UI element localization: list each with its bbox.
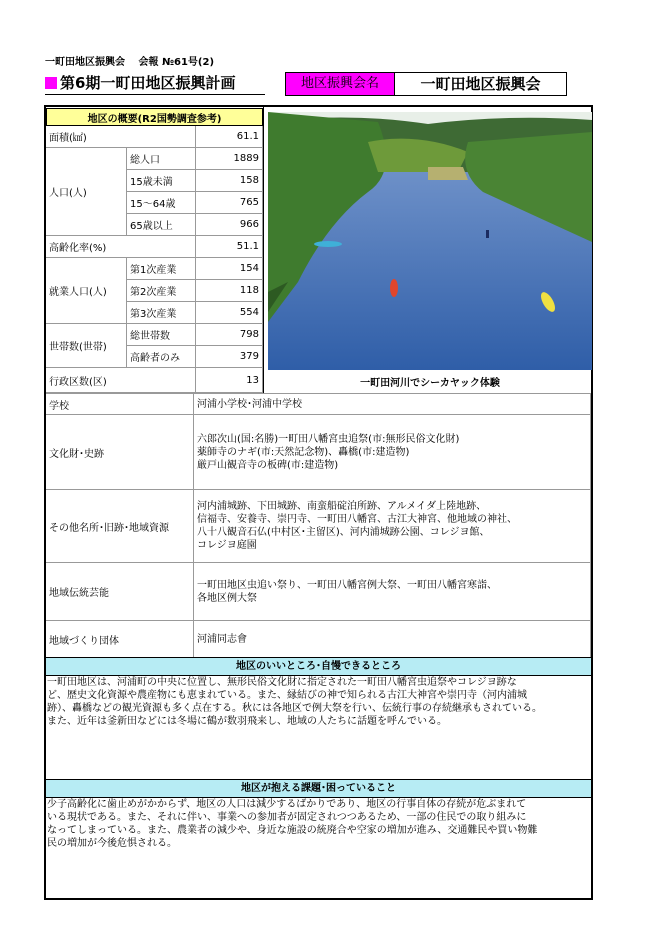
population-row-value: 765 bbox=[196, 192, 263, 214]
households-row-label: 高齢者のみ bbox=[127, 346, 196, 368]
employment-row-label: 第2次産業 bbox=[127, 280, 196, 302]
detail-line: 八十八観音石仏(中村区･主留区)、河内浦城跡公園、コレジヨ館、 bbox=[197, 527, 490, 538]
area-value: 61.1 bbox=[196, 126, 263, 148]
population-row-label: 15歳未満 bbox=[127, 170, 196, 192]
aging-value: 51.1 bbox=[196, 236, 263, 258]
detail-line: 一町田地区虫追い祭り、一町田八幡宮例大祭、一町田八幡宮寒詣、 bbox=[197, 579, 497, 591]
employment-row-value: 118 bbox=[196, 280, 263, 302]
population-row-value: 1889 bbox=[196, 148, 263, 170]
association-name-value: 一町田地区振興会 bbox=[420, 75, 541, 93]
detail-line: 河内浦城跡、下田城跡、南蛮船碇泊所跡、アルメイダ上陸地跡、 bbox=[197, 501, 487, 512]
detail-value-groups bbox=[194, 621, 591, 657]
detail-line: 厳戸山観音寺の板碑(市:建造物) bbox=[197, 459, 339, 471]
detail-label-cultural: 文化財･史跡 bbox=[46, 415, 194, 490]
issue-header: 一町田地区振興会 会報 №61号(2) bbox=[45, 57, 215, 68]
photo-caption: 一町田河川でシーカヤック体験 bbox=[360, 378, 500, 389]
detail-line: 各地区例大祭 bbox=[197, 592, 257, 604]
detail-line: 薬師寺のナギ(市:天然記念物)、轟橋(市:建造物) bbox=[197, 446, 410, 458]
population-row-value: 966 bbox=[196, 214, 263, 236]
detail-label-arts: 地域伝統芸能 bbox=[46, 563, 194, 621]
wards-value: 13 bbox=[196, 368, 263, 393]
employment-row-value: 154 bbox=[196, 258, 263, 280]
detail-label-sites: その他名所･旧跡･地域資源 bbox=[46, 490, 194, 563]
strengths-text bbox=[47, 676, 590, 728]
kayak-red bbox=[390, 279, 398, 297]
population-row-label: 65歳以上 bbox=[127, 214, 196, 236]
plan-title bbox=[45, 72, 265, 95]
square-bullet-icon bbox=[45, 77, 57, 89]
text-line: いる現状である。また、それに伴い、事業への参加者が固定されつつあるため、一部の住民での取り組みに bbox=[47, 812, 527, 823]
aging-label: 高齢化率(%) bbox=[46, 236, 196, 258]
issues-header: 地区が抱える課題･困っていること bbox=[46, 779, 591, 798]
detail-line: 六郎次山(国:名勝)一町田八幡宮虫追祭(市:無形民俗文化財) bbox=[197, 433, 460, 445]
issues-text bbox=[47, 798, 590, 850]
association-name-box bbox=[285, 72, 567, 96]
detail-line: 河浦小学校･河浦中学校 bbox=[197, 398, 302, 410]
summary-title: 地区の概要(R2国勢調査参考) bbox=[46, 108, 263, 126]
employment-row-label: 第3次産業 bbox=[127, 302, 196, 324]
detail-value-school bbox=[194, 393, 591, 415]
text-line: 一町田地区は、河浦町の中央に位置し、無形民俗文化財に指定された一町田八幡宮虫追祭やコレジヨ跡な bbox=[47, 677, 517, 688]
kayak-blue bbox=[314, 241, 342, 247]
text-line: なってしまっている。また、農業者の減少や、身近な施設の統廃合や空家の増加が進み、交通難民や買い物難 bbox=[47, 825, 538, 836]
text-line: 民の増加が今後危惧される。 bbox=[47, 838, 177, 849]
households-label: 世帯数(世帯) bbox=[46, 324, 127, 368]
employment-row-value: 554 bbox=[196, 302, 263, 324]
employment-row-label: 第1次産業 bbox=[127, 258, 196, 280]
strengths-header: 地区のいいところ･自慢できるところ bbox=[46, 657, 591, 676]
detail-value-sites bbox=[194, 490, 591, 563]
kayak-river-photo bbox=[268, 112, 592, 370]
households-row-value: 798 bbox=[196, 324, 263, 346]
association-name-label: 地区振興会名 bbox=[286, 73, 395, 95]
employment-label: 就業人口(人) bbox=[46, 258, 127, 324]
population-label: 人口(人) bbox=[46, 148, 127, 236]
text-line: ど、歴史文化資源や農産物にも恵まれている。また、縁結びの神で知られる古江大神宮や崇円寺（河内浦城 bbox=[47, 690, 527, 701]
text-line: 跡）、轟橋などの観光資源も多く点在する。秋には各地区で例大祭を行い、伝統行事の存続継承もされている。 bbox=[47, 703, 542, 714]
households-row-label: 総世帯数 bbox=[127, 324, 196, 346]
text-line: 少子高齢化に歯止めがかからず、地区の人口は減少するばかりであり、地区の行事自体の存続が危ぶまれて bbox=[47, 799, 527, 810]
detail-value-cultural bbox=[194, 415, 591, 490]
population-row-label: 15～64歳 bbox=[127, 192, 196, 214]
detail-line: 信福寺、安養寺、崇円寺、一町田八幡宮、古江大神宮、他地域の神社、 bbox=[197, 514, 517, 525]
detail-label-school: 学校 bbox=[46, 393, 194, 415]
plan-title-text: 第6期一町田地区振興計画 bbox=[60, 74, 236, 92]
detail-label-groups: 地域づくり団体 bbox=[46, 621, 194, 657]
text-line: また、近年は釜新田などには冬場に鶴が数羽飛来し、地域の人たちに話題を呼んでいる。 bbox=[47, 716, 447, 727]
detail-value-arts bbox=[194, 563, 591, 621]
households-row-value: 379 bbox=[196, 346, 263, 368]
wards-label: 行政区数(区) bbox=[46, 368, 196, 393]
detail-line: コレジヨ庭園 bbox=[197, 540, 257, 551]
detail-line: 河浦同志會 bbox=[197, 633, 247, 645]
population-row-value: 158 bbox=[196, 170, 263, 192]
area-label: 面積(㎢) bbox=[46, 126, 196, 148]
population-row-label: 総人口 bbox=[127, 148, 196, 170]
